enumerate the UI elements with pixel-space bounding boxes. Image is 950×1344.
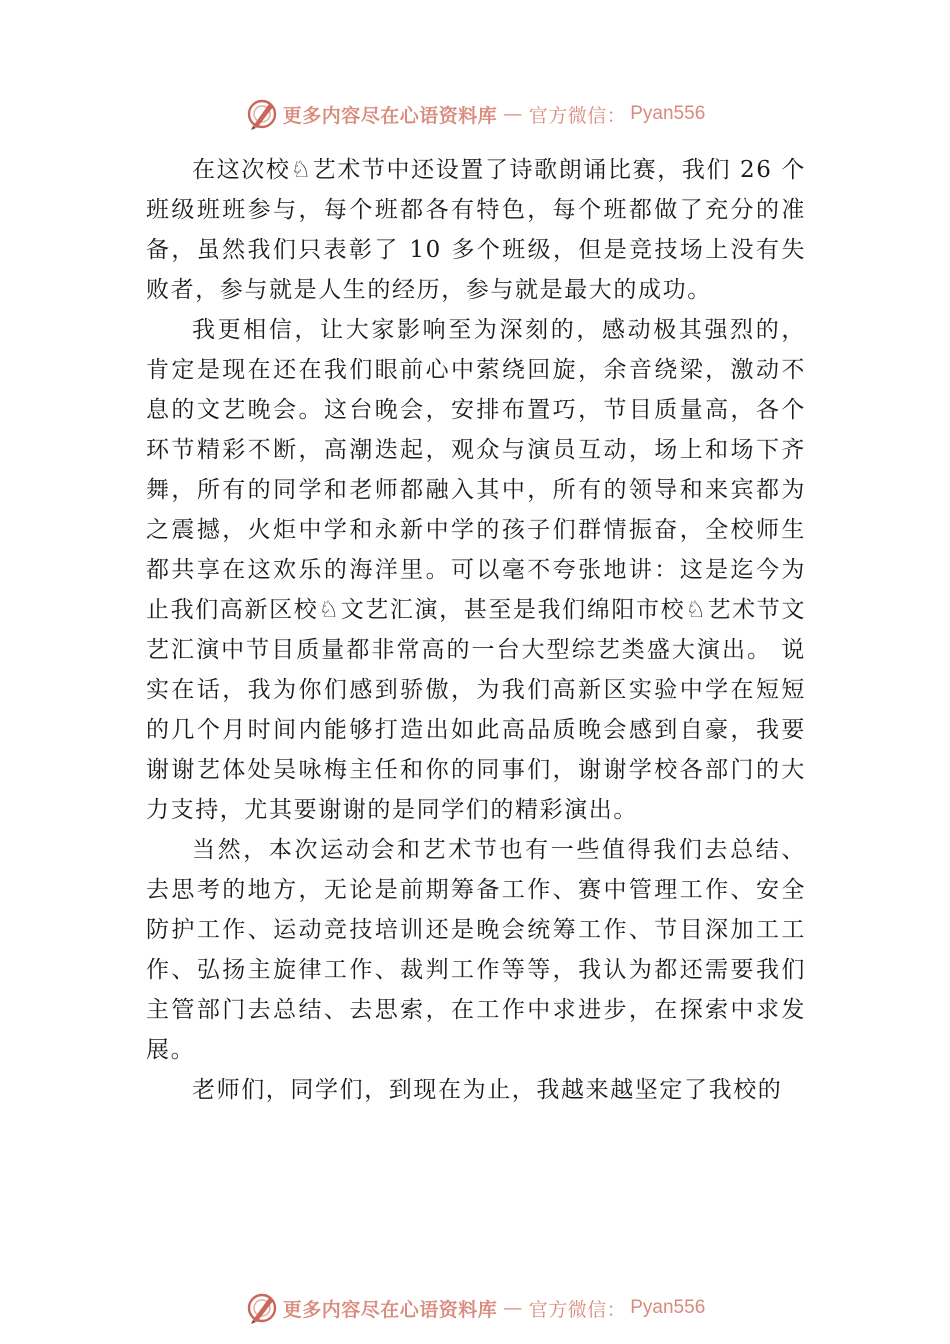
- watermark-brand: 更多内容尽在心语资料库: [282, 1298, 498, 1321]
- paragraph-4: 老师们，同学们，到现在为止，我越来越坚定了我校的: [192, 1077, 783, 1103]
- pen-logo-icon: [245, 1291, 279, 1325]
- header-watermark: [0, 96, 950, 132]
- watermark-label: 官方微信：: [528, 1298, 627, 1321]
- paragraph-2: 我更相信，让大家影响至为深刻的，感动极其强烈的，肯定是现在还在我们眼前心中萦绕回旋，余音绕梁，激动不息的文艺晚会。这台晚会，安排布置巧，节目质量高，各个环节精彩不断，高潮迭起，观众与演员互动，场上和场下齐舞，所有的同学和老师都融入其中，所有的领导和来宾都为之震撼，火炬中学和永新中学的孩子们群情振奋，全校师生都共享在这欢乐的海洋里。可以毫不夸张地讲：这是迄今为止我们高新区校♘文艺汇演，甚至是我们绵阳市校♘艺术节文艺汇演中节目质量都非常高的一台大型综艺类盛大演出。 说实在话，我为你们感到骄傲，为我们高新区实验中学在短短的几个月时间内能够打造出如此高品质晚会感到自豪，我要谢谢艺体处吴咏梅主任和你的同事们，谢谢学校各部门的大力支持，尤其要谢谢的是同学们的精彩演出。: [146, 317, 806, 823]
- watermark-brand: 更多内容尽在心语资料库: [282, 104, 498, 127]
- watermark-separator: —: [503, 103, 523, 125]
- pen-logo-icon: [245, 97, 279, 131]
- watermark-label: 官方微信：: [528, 104, 627, 127]
- document-body: [146, 150, 806, 1110]
- paragraph-3: 当然，本次运动会和艺术节也有一些值得我们去总结、去思考的地方，无论是前期筹备工作、赛中管理工作、安全防护工作、运动竞技培训还是晚会统筹工作、节目深加工工作、弘扬主旋律工作、裁判工作等等，我认为都还需要我们主管部门去总结、去思索，在工作中求进步，在探索中求发展。: [146, 837, 806, 1063]
- watermark-separator: —: [503, 1297, 523, 1319]
- watermark-account: Pyan556: [630, 103, 706, 124]
- watermark-account: Pyan556: [630, 1297, 706, 1318]
- paragraph-1: 在这次校♘艺术节中还设置了诗歌朗诵比赛，我们 26 个班级班班参与，每个班都各有特色，每个班都做了充分的准备，虽然我们只表彰了 10 多个班级，但是竞技场上没有失败者，参与就是人生的经历，参与就是最大的成功。: [146, 157, 806, 303]
- footer-watermark: [0, 1290, 950, 1326]
